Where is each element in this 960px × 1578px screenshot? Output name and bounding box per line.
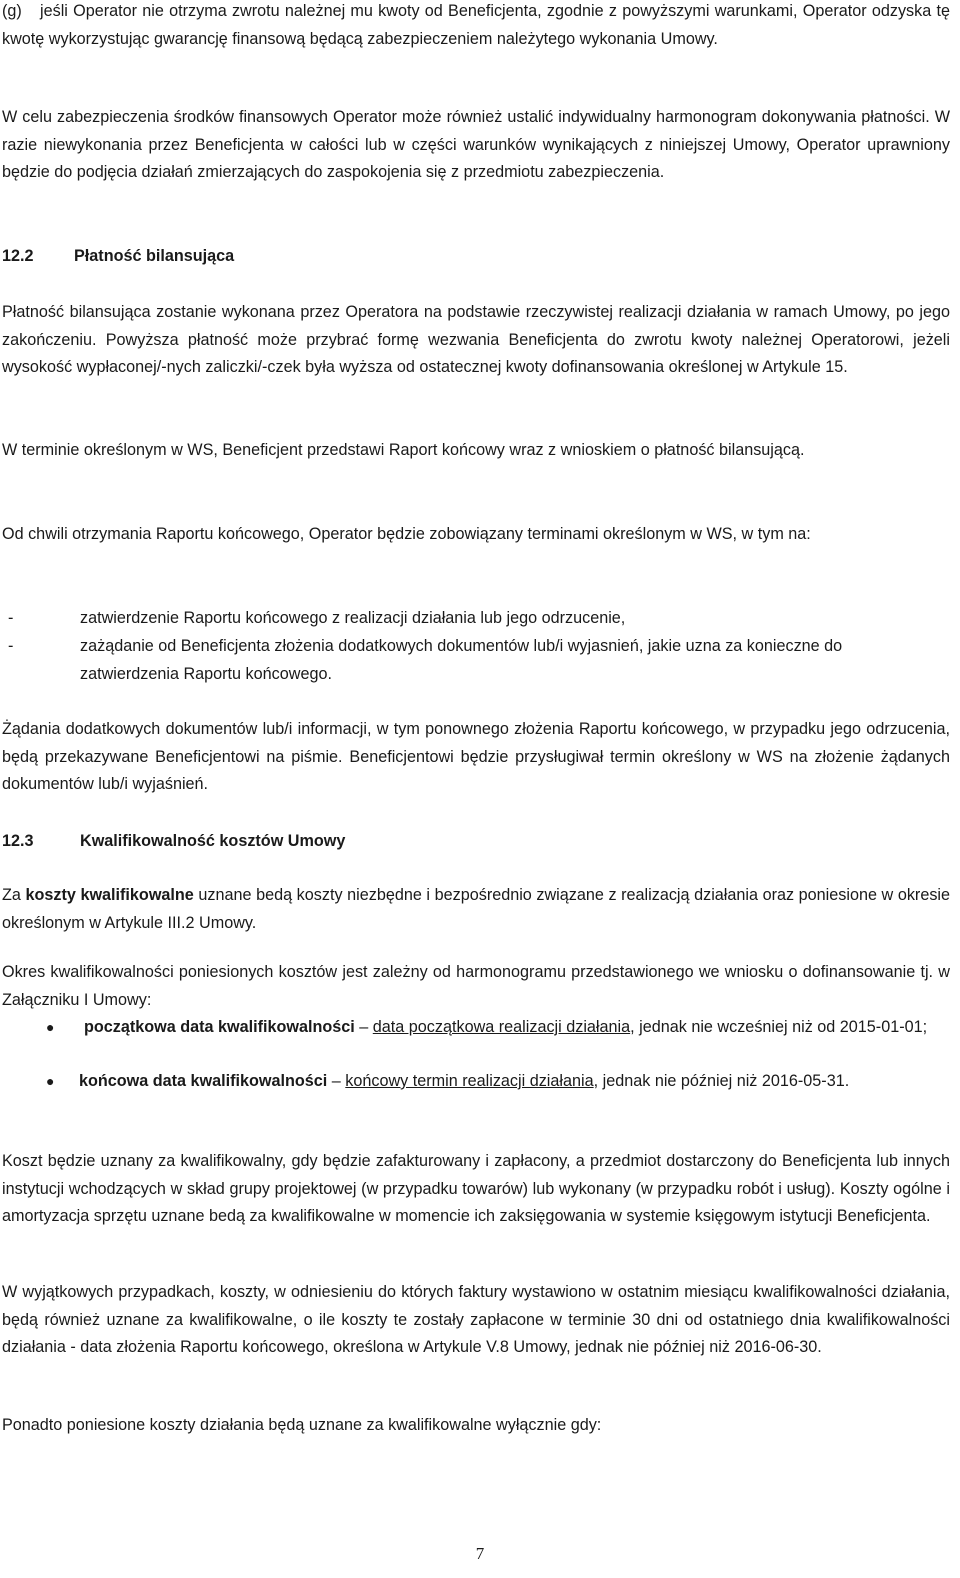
text-run: – <box>354 1018 373 1036</box>
paragraph-harmonogram: W celu zabezpieczenia środków finansowych Operator może również ustalić indywidualny harmonogram dokonywania płatności. W razie niewykonania przez Beneficjenta w całości lub w części warunków wynikających z niniejszej Umowy, Operator uprawniony będzie do podjęcia działań zmierzających do zaspokojenia się z przedmiotu zabezpieczenia. <box>2 108 950 182</box>
list-marker-g: (g) <box>2 2 22 20</box>
dash-list-item <box>2 605 950 633</box>
bold-term: końcowa data kwalifikowalności <box>79 1072 328 1090</box>
paragraph-okres: Okres kwalifikowalności poniesionych kosztów jest zależny od harmonogramu przedstawionego we wniosku o dofinansowanie tj. w Załączniku I Umowy: <box>2 963 950 1009</box>
underlined-term: data początkowa realizacji działania <box>372 1018 631 1036</box>
text-run: Za <box>2 886 26 904</box>
bullet-list-item <box>2 1068 950 1096</box>
paragraph-wyjatkowe: W wyjątkowych przypadkach, koszty, w odniesieniu do których faktury wystawiono w ostatnim miesiącu kwalifikowalności działania, będą również uznane za kwalifikowalne, o ile koszty te zostały zapłacone w terminie 30 dni od ostatniego dnia kwalifikowalności działania - data złożenia Raportu końcowego, określona w Artykule V.8 Umowy, jednak nie później niż 2016-06-30. <box>2 1283 950 1357</box>
paragraph-koszty-kwalifikowalne <box>2 882 950 937</box>
paragraph-bilansujaca-3: Od chwili otrzymania Raportu końcowego, Operator będzie zobowiązany terminami określonym w WS, w tym na: <box>2 525 811 543</box>
paragraph-bilansujaca-1: Płatność bilansująca zostanie wykonana przez Operatora na podstawie rzeczywistej realizacji działania w ramach Umowy, po jego zakończeniu. Powyższa płatność może przybrać formę wezwania Beneficjenta do zwrotu kwoty należnej Operatorowi, jeżeli wysokość wypłaconej/-nych zaliczki/-czek była wyższa od ostatecznej kwoty dofinansowania określonej w Artykule 15. <box>2 303 950 377</box>
bullet-marker: ● <box>46 1073 55 1089</box>
bold-term: koszty kwalifikowalne <box>25 886 194 904</box>
text-run: , jednak nie później niż 2016-05-31. <box>593 1072 850 1090</box>
section-number: 12.2 <box>2 247 34 265</box>
text-run: – <box>327 1072 346 1090</box>
text-run: , jednak nie wcześniej niż od 2015-01-01; <box>630 1018 928 1036</box>
paragraph-g <box>2 0 950 53</box>
section-number: 12.3 <box>2 832 34 850</box>
section-title: Kwalifikowalność kosztów Umowy <box>80 832 346 850</box>
bullet-item-text <box>84 1014 950 1042</box>
paragraph-ponadto: Ponadto poniesione koszty działania będą uznane za kwalifikowalne wyłącznie gdy: <box>2 1416 602 1434</box>
section-heading-12-2 <box>2 243 234 271</box>
paragraph-zadania: Żądania dodatkowych dokumentów lub/i informacji, w tym ponownego złożenia Raportu końcowego, w przypadku jego odrzucenia, będą przekazywane Beneficjentowi na piśmie. Beneficjentowi będzie przysługiwał termin określony w WS na złożenie żądanych dokumentów lub/i wyjaśnień. <box>2 720 950 794</box>
dash-list-item <box>2 633 950 688</box>
bullet-marker: ● <box>46 1019 55 1035</box>
dash-item-text: zatwierdzenie Raportu końcowego z realizacji działania lub jego odrzucenie, <box>80 609 626 627</box>
bullet-item-text <box>79 1068 950 1096</box>
paragraph-koszt-uznany: Koszt będzie uznany za kwalifikowalny, gdy będzie zafakturowany i zapłacony, a przedmiot dostarczony do Beneficjenta lub innych instytucji wchodzących w skład grupy projektowej (w przypadku towarów) lub wykonany (w przypadku robót i usług). Koszty ogólne i amortyzacja sprzętu uznane bedą za kwalifikowalne w momencie ich zaksięgowania w systemie księgowym istytucji Beneficjenta. <box>2 1152 950 1226</box>
dash-item-text: zażądanie od Beneficjenta złożenia dodatkowych dokumentów lub/i wyjasnień, jakie uzna za konieczne do zatwierdzenia Raportu końcowego. <box>80 637 843 683</box>
dash-marker: - <box>8 609 14 627</box>
underlined-term: końcowy termin realizacji działania <box>345 1072 594 1090</box>
paragraph-bilansujaca-2: W terminie określonym w WS, Beneficjent przedstawi Raport końcowy wraz z wnioskiem o płatność bilansującą. <box>2 441 805 459</box>
dash-marker: - <box>8 637 14 655</box>
text-run: uznane bedą koszty niezbędne i bezpośrednio związane z realizacją działania oraz poniesione w okresie określonym w Artykule III.2 Umowy. <box>2 886 951 932</box>
paragraph-g-text: jeśli Operator nie otrzyma zwrotu należnej mu kwoty od Beneficjenta, zgodnie z powyższymi warunkami, Operator odzyska tę kwotę wykorzystując gwarancję finansową będącą zabezpieczeniem należytego wykonania Umowy. <box>2 2 950 48</box>
bullet-list-item <box>2 1014 950 1042</box>
page-number: 7 <box>475 1544 485 1563</box>
bold-term: początkowa data kwalifikowalności <box>84 1018 355 1036</box>
section-title: Płatność bilansująca <box>74 247 235 265</box>
section-heading-12-3 <box>2 828 345 856</box>
